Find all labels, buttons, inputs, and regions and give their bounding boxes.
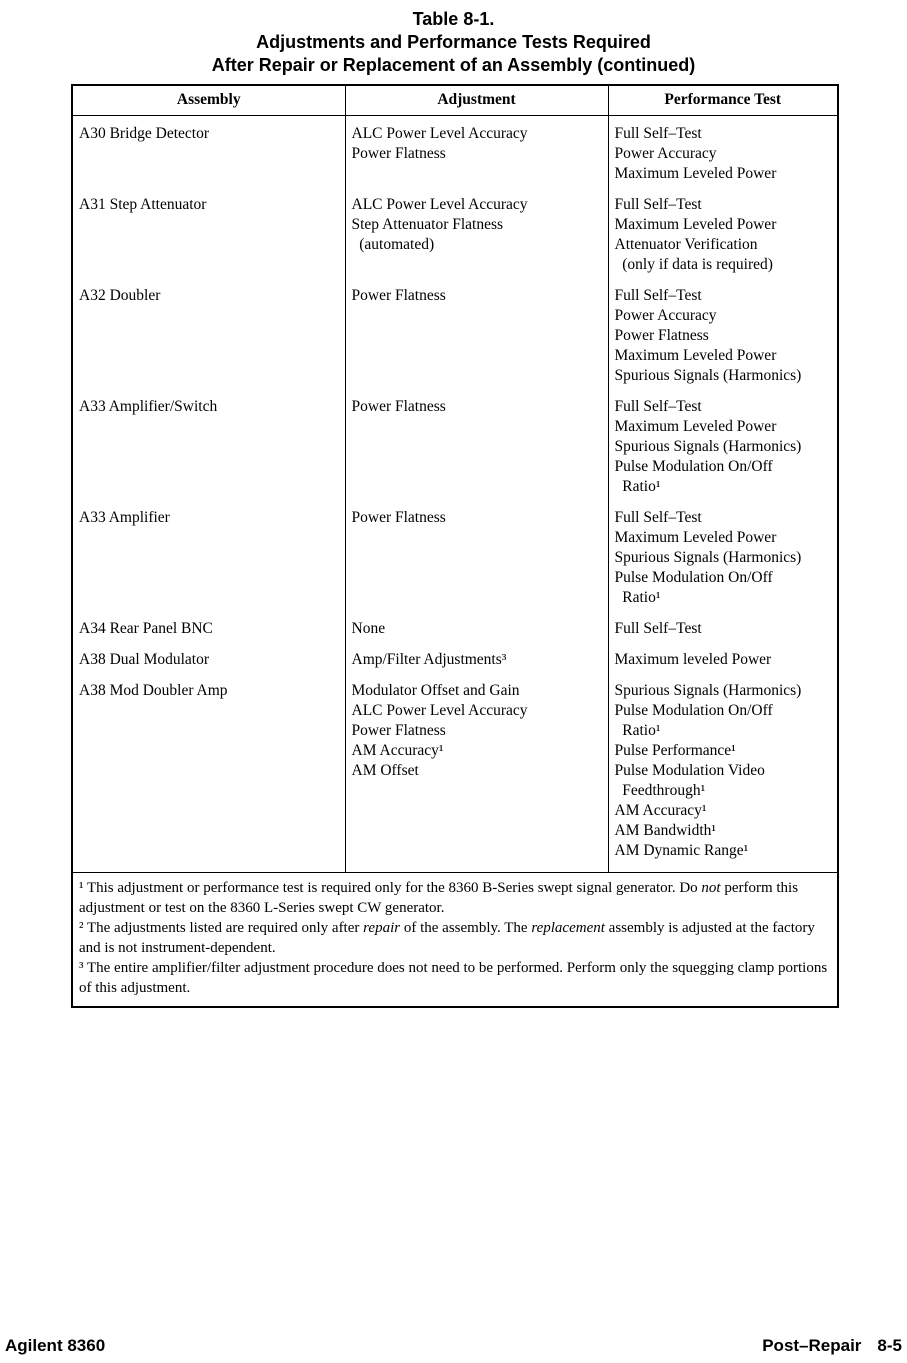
cell-performance-test xyxy=(608,619,838,650)
cell-line: Full Self–Test xyxy=(614,620,702,637)
cell-line: Spurious Signals (Harmonics) xyxy=(614,438,802,455)
cell-line: A31 Step Attenuator xyxy=(79,196,207,213)
cell-line: ALC Power Level Accuracy xyxy=(351,125,528,142)
cell-line: Pulse Modulation On/Off xyxy=(614,702,773,719)
cell-line: Feedthrough¹ xyxy=(614,782,706,799)
table-row xyxy=(72,650,838,681)
cell-line: Power Accuracy xyxy=(614,307,717,324)
cell-adjustment xyxy=(345,195,608,286)
cell-line: Full Self–Test xyxy=(614,287,702,304)
cell-line: None xyxy=(351,620,386,637)
cell-line: A34 Rear Panel BNC xyxy=(79,620,213,637)
cell-adjustment xyxy=(345,681,608,873)
cell-line: Pulse Modulation On/Off xyxy=(614,458,773,475)
table-row xyxy=(72,195,838,286)
page-footer xyxy=(5,1336,902,1356)
table-row xyxy=(72,619,838,650)
col-header-adjustment: Adjustment xyxy=(345,85,608,116)
cell-line: Power Flatness xyxy=(351,722,446,739)
footnote-emphasis: not xyxy=(701,880,721,896)
cell-performance-test xyxy=(608,116,838,196)
cell-line: Maximum Leveled Power xyxy=(614,529,777,546)
cell-adjustment xyxy=(345,508,608,619)
table-title xyxy=(0,0,907,77)
footnote-text: ² The adjustments listed are required only after xyxy=(79,920,364,936)
cell-performance-test xyxy=(608,508,838,619)
footnote xyxy=(79,878,829,918)
cell-assembly xyxy=(72,116,345,196)
col-header-performance-test: Performance Test xyxy=(608,85,838,116)
cell-assembly xyxy=(72,286,345,397)
table-body xyxy=(72,116,838,873)
cell-line: AM Accuracy¹ xyxy=(351,742,444,759)
cell-assembly xyxy=(72,650,345,681)
footer-section-title: Post–Repair xyxy=(762,1336,862,1355)
cell-line: Power Flatness xyxy=(351,145,446,162)
cell-adjustment xyxy=(345,619,608,650)
cell-line: AM Offset xyxy=(351,762,419,779)
cell-assembly xyxy=(72,508,345,619)
cell-line: Pulse Performance¹ xyxy=(614,742,736,759)
cell-performance-test xyxy=(608,286,838,397)
table-row xyxy=(72,397,838,508)
cell-line: AM Bandwidth¹ xyxy=(614,822,717,839)
cell-line: AM Accuracy¹ xyxy=(614,802,707,819)
cell-line: Maximum Leveled Power xyxy=(614,216,777,233)
cell-line: ALC Power Level Accuracy xyxy=(351,702,528,719)
cell-performance-test xyxy=(608,650,838,681)
cell-line: Attenuator Verification xyxy=(614,236,758,253)
cell-line: Maximum Leveled Power xyxy=(614,347,777,364)
cell-line: Ratio¹ xyxy=(614,589,661,606)
table-row xyxy=(72,116,838,196)
cell-line: Full Self–Test xyxy=(614,509,702,526)
col-header-assembly: Assembly xyxy=(72,85,345,116)
cell-line: A33 Amplifier/Switch xyxy=(79,398,218,415)
footnote-text: perform this adjustment or test on the 8360 L-Series swept CW generator. xyxy=(79,880,799,916)
footnote-emphasis: repair xyxy=(363,920,401,936)
cell-line: Power Flatness xyxy=(351,287,446,304)
cell-performance-test xyxy=(608,397,838,508)
cell-performance-test xyxy=(608,195,838,286)
cell-line: Spurious Signals (Harmonics) xyxy=(614,549,802,566)
cell-line: Maximum Leveled Power xyxy=(614,418,777,435)
footnote-text: ³ The entire amplifier/filter adjustment procedure does not need to be performed. Perform only the squegging clamp portions of this adjustment. xyxy=(79,960,828,996)
cell-adjustment xyxy=(345,286,608,397)
cell-line: Ratio¹ xyxy=(614,478,661,495)
cell-line: A33 Amplifier xyxy=(79,509,170,526)
cell-line: Full Self–Test xyxy=(614,398,702,415)
cell-line: Pulse Modulation On/Off xyxy=(614,569,773,586)
cell-line: A30 Bridge Detector xyxy=(79,125,209,142)
footnote xyxy=(79,918,829,958)
footnote-emphasis: replacement xyxy=(531,920,605,936)
table-title-line2: Adjustments and Performance Tests Required xyxy=(256,32,651,52)
cell-line: (only if data is required) xyxy=(614,256,773,273)
cell-line: Power Flatness xyxy=(614,327,709,344)
cell-line: Maximum leveled Power xyxy=(614,651,772,668)
cell-line: Modulator Offset and Gain xyxy=(351,682,520,699)
footnote-text: of the assembly. The xyxy=(400,920,532,936)
cell-line: A38 Dual Modulator xyxy=(79,651,210,668)
adjustments-table xyxy=(71,84,839,1008)
footnotes-row xyxy=(72,873,838,1008)
cell-line: ALC Power Level Accuracy xyxy=(351,196,528,213)
cell-line: Power Accuracy xyxy=(614,145,717,162)
table-footnotes xyxy=(72,873,838,1008)
footer-product-name: Agilent 8360 xyxy=(5,1336,106,1355)
table-row xyxy=(72,286,838,397)
cell-line: Step Attenuator Flatness xyxy=(351,216,504,233)
table-title-line3: After Repair or Replacement of an Assembly (continued) xyxy=(211,55,696,75)
cell-line: A38 Mod Doubler Amp xyxy=(79,682,228,699)
cell-assembly xyxy=(72,681,345,873)
cell-line: Full Self–Test xyxy=(614,125,702,142)
table-title-number: Table 8-1. xyxy=(412,9,495,29)
cell-adjustment xyxy=(345,397,608,508)
cell-line: (automated) xyxy=(351,236,435,253)
cell-adjustment xyxy=(345,116,608,196)
cell-assembly xyxy=(72,619,345,650)
cell-adjustment xyxy=(345,650,608,681)
cell-line: Power Flatness xyxy=(351,398,446,415)
table-row xyxy=(72,681,838,873)
cell-assembly xyxy=(72,397,345,508)
cell-assembly xyxy=(72,195,345,286)
cell-line: Maximum Leveled Power xyxy=(614,165,777,182)
footer-page-number: 8-5 xyxy=(877,1336,902,1355)
cell-line: Spurious Signals (Harmonics) xyxy=(614,367,802,384)
footnote xyxy=(79,958,829,998)
cell-line: Amp/Filter Adjustments³ xyxy=(351,651,507,668)
cell-line: Power Flatness xyxy=(351,509,446,526)
cell-line: Pulse Modulation Video xyxy=(614,762,765,779)
footnote-text: ¹ This adjustment or performance test is required only for the 8360 B-Series swept signal generator. Do xyxy=(79,880,702,896)
cell-line: Full Self–Test xyxy=(614,196,702,213)
footnote-text: assembly is adjusted at the factory and is not instrument-dependent. xyxy=(79,920,815,956)
cell-line: Ratio¹ xyxy=(614,722,661,739)
cell-line: Spurious Signals (Harmonics) xyxy=(614,682,802,699)
table-header-row xyxy=(72,85,838,116)
table-row xyxy=(72,508,838,619)
cell-performance-test xyxy=(608,681,838,873)
cell-line: AM Dynamic Range¹ xyxy=(614,842,749,859)
footer-right xyxy=(762,1336,902,1356)
cell-line: A32 Doubler xyxy=(79,287,161,304)
